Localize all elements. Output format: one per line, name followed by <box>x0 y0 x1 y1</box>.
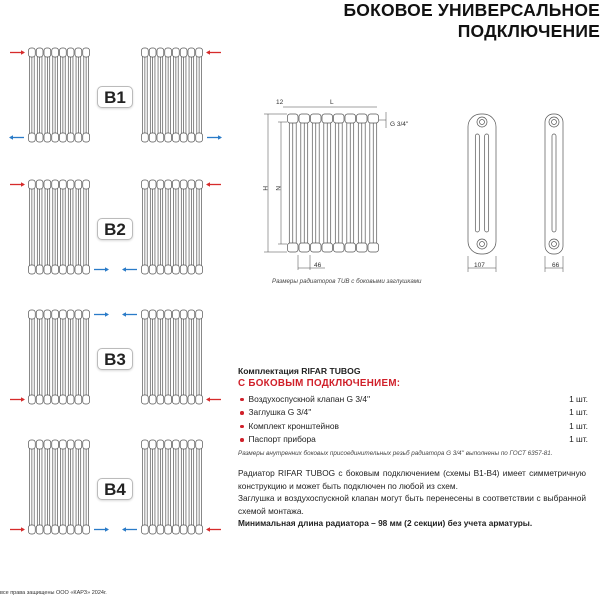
radiator-right <box>142 48 203 142</box>
kit-section <box>238 366 588 457</box>
dim-section: 46 <box>314 262 322 269</box>
kit-item: Паспорт прибора 1 шт. <box>238 433 588 447</box>
supply-arrow-icon <box>10 50 25 55</box>
supply-arrow-icon <box>10 182 25 187</box>
radiator-right <box>142 180 203 274</box>
return-arrow-icon <box>9 135 24 140</box>
description: Радиатор RIFAR TUBOG с боковым подключением (схемы В1-В4) имеет симметричную конструкцию и может быть подключен по любой из схем. Заглушка и воздухоспускной клапан могут быть перенесены в соответствии с выбранной схемой монтажа. Минимальная длина радиатора – 98 мм (2 секции) без учета арматуры. <box>238 468 586 528</box>
radiator-right <box>142 440 203 534</box>
kit-heading: Комплектация RIFAR TUBOG <box>238 366 361 376</box>
supply-arrow-icon <box>206 527 221 532</box>
radiator-left <box>29 180 90 274</box>
radiator-right <box>142 310 203 404</box>
bullet-icon <box>240 425 244 429</box>
copyright: все права защищены ООО «КАРЗ» 2024г. <box>0 590 107 596</box>
kit-item: Воздухоспускной клапан G 3/4'' 1 шт. <box>238 392 588 406</box>
bullet-icon <box>240 438 244 442</box>
radiator-side-view-107 <box>468 114 496 254</box>
bullet-icon <box>240 398 244 402</box>
return-arrow-icon <box>122 312 137 317</box>
dim-length: L <box>330 99 334 106</box>
dim-depth-3col: 107 <box>474 262 485 269</box>
supply-arrow-icon <box>10 527 25 532</box>
radiator-side-view-66 <box>545 114 563 254</box>
supply-arrow-icon <box>206 182 221 187</box>
scheme-label-b2: B2 <box>97 218 133 240</box>
return-arrow-icon <box>207 135 222 140</box>
dim-height: H <box>261 186 268 191</box>
dim-thread: G 3/4'' <box>390 121 409 128</box>
radiator-left <box>29 48 90 142</box>
bullet-icon <box>240 411 244 415</box>
thread-note: Размеры внутренних боковых присоединительных резьб радиатора G 3/4'' выполнены по ГОСТ 6357-81. <box>238 450 553 457</box>
kit-item: Заглушка G 3/4'' 1 шт. <box>238 406 588 420</box>
radiator-front-view <box>288 114 379 252</box>
supply-arrow-icon <box>10 397 25 402</box>
return-arrow-icon <box>94 527 109 532</box>
kit-subheading: С БОКОВЫМ ПОДКЛЮЧЕНИЕМ: <box>238 378 401 389</box>
radiator-left <box>29 440 90 534</box>
dim-offset: 12 <box>276 99 284 106</box>
radiator-left <box>29 310 90 404</box>
scheme-label-b3: B3 <box>97 348 133 370</box>
supply-arrow-icon <box>206 397 221 402</box>
return-arrow-icon <box>94 267 109 272</box>
scheme-label-b1: B1 <box>97 86 133 108</box>
scheme-label-b4: B4 <box>97 478 133 500</box>
connection-schemes <box>0 0 230 560</box>
return-arrow-icon <box>122 267 137 272</box>
radiator-dimension-drawing <box>250 90 600 280</box>
dim-axis: N <box>274 186 281 191</box>
drawing-caption: Размеры радиаторов TUB с боковыми заглушками <box>272 278 422 285</box>
page-title: БОКОВОЕ УНИВЕРСАЛЬНОЕ ПОДКЛЮЧЕНИЕ <box>343 0 600 41</box>
dim-depth-2col: 66 <box>552 262 560 269</box>
return-arrow-icon <box>94 312 109 317</box>
kit-item: Комплект кронштейнов 1 шт. <box>238 419 588 433</box>
return-arrow-icon <box>122 527 137 532</box>
supply-arrow-icon <box>206 50 221 55</box>
